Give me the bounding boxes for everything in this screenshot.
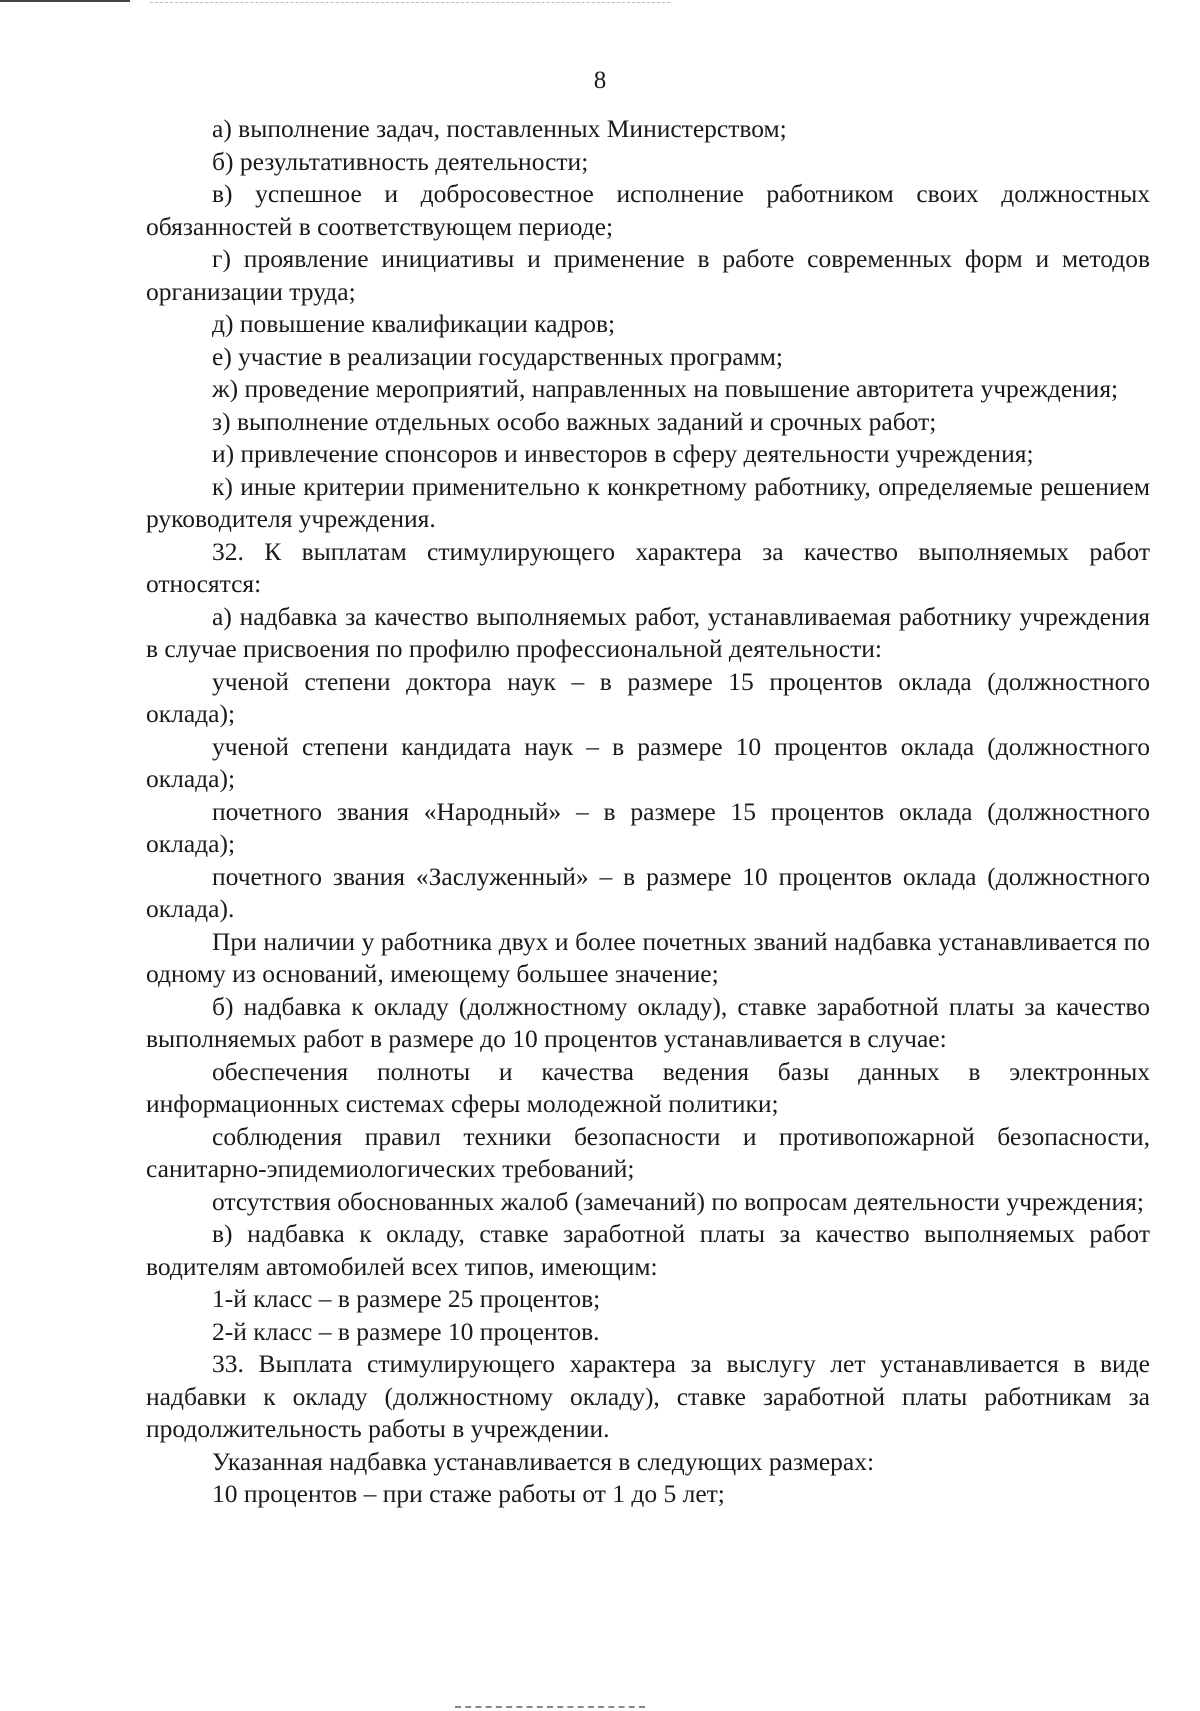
paragraph: в) надбавка к окладу, ставке заработной платы за качество выполняемых работ водителям автомобилей всех типов, имеющим: <box>146 1219 1150 1281</box>
paragraph: а) выполнение задач, поставленных Министерством; <box>212 114 787 143</box>
paragraph: 10 процентов – при стаже работы от 1 до 5 лет; <box>212 1479 725 1508</box>
paragraph: б) надбавка к окладу (должностному окладу), ставке заработной платы за качество выполняемых работ в размере до 10 процентов устанавливается в случае: <box>146 991 1150 1053</box>
paragraph: и) привлечение спонсоров и инвесторов в сферу деятельности учреждения; <box>212 439 1034 468</box>
paragraph: е) участие в реализации государственных программ; <box>212 341 783 371</box>
paragraph: 32. К выплатам стимулирующего характера за качество выполняемых работ относятся: <box>146 536 1150 598</box>
page-number: 8 <box>593 67 607 94</box>
document-body <box>146 113 1150 1511</box>
paragraph: г) проявление инициативы и применение в работе современных форм и методов организации труда; <box>146 244 1150 306</box>
paragraph: почетного звания «Народный» – в размере 15 процентов оклада (должностного оклада); <box>146 796 1150 858</box>
paragraph: обеспечения полноты и качества ведения базы данных в электронных информационных системах сферы молодежной политики; <box>146 1056 1150 1118</box>
paragraph: Указанная надбавка устанавливается в следующих размерах: <box>212 1446 875 1476</box>
paragraph: отсутствия обоснованных жалоб (замечаний) по вопросам деятельности учреждения; <box>212 1186 1144 1216</box>
paragraph: 1-й класс – в размере 25 процентов; <box>212 1284 601 1313</box>
scan-edge-line <box>455 1706 645 1708</box>
paragraph: 33. Выплата стимулирующего характера за выслугу лет устанавливается в виде надбавки к окладу (должностному окладу), ставке заработной платы работникам за продолжительность работы в учреждении. <box>146 1349 1150 1443</box>
scan-edge-line <box>0 0 130 2</box>
paragraph: з) выполнение отдельных особо важных заданий и срочных работ; <box>212 406 937 436</box>
paragraph: к) иные критерии применительно к конкретному работнику, определяемые решением руководителя учреждения. <box>146 471 1150 533</box>
paragraph: в) успешное и добросовестное исполнение работником своих должностных обязанностей в соответствующем периоде; <box>146 179 1150 241</box>
paragraph: ученой степени доктора наук – в размере 15 процентов оклада (должностного оклада); <box>146 666 1150 728</box>
paragraph: 2-й класс – в размере 10 процентов. <box>212 1316 600 1346</box>
paragraph: д) повышение квалификации кадров; <box>212 309 616 338</box>
paragraph: а) надбавка за качество выполняемых работ, устанавливаемая работнику учреждения в случае присвоения по профилю профессиональной деятельности: <box>146 601 1150 663</box>
scan-edge-line <box>150 2 670 3</box>
paragraph: ученой степени кандидата наук – в размере 10 процентов оклада (должностного оклада); <box>146 731 1150 793</box>
paragraph: б) результативность деятельности; <box>212 146 589 176</box>
paragraph: ж) проведение мероприятий, направленных на повышение авторитета учреждения; <box>212 374 1119 403</box>
paragraph: При наличии у работника двух и более почетных званий надбавка устанавливается по одному из оснований, имеющему большее значение; <box>146 926 1150 988</box>
paragraph: почетного звания «Заслуженный» – в размере 10 процентов оклада (должностного оклада). <box>146 861 1150 923</box>
paragraph: соблюдения правил техники безопасности и противопожарной безопасности, санитарно-эпидемиологических требований; <box>146 1121 1150 1183</box>
